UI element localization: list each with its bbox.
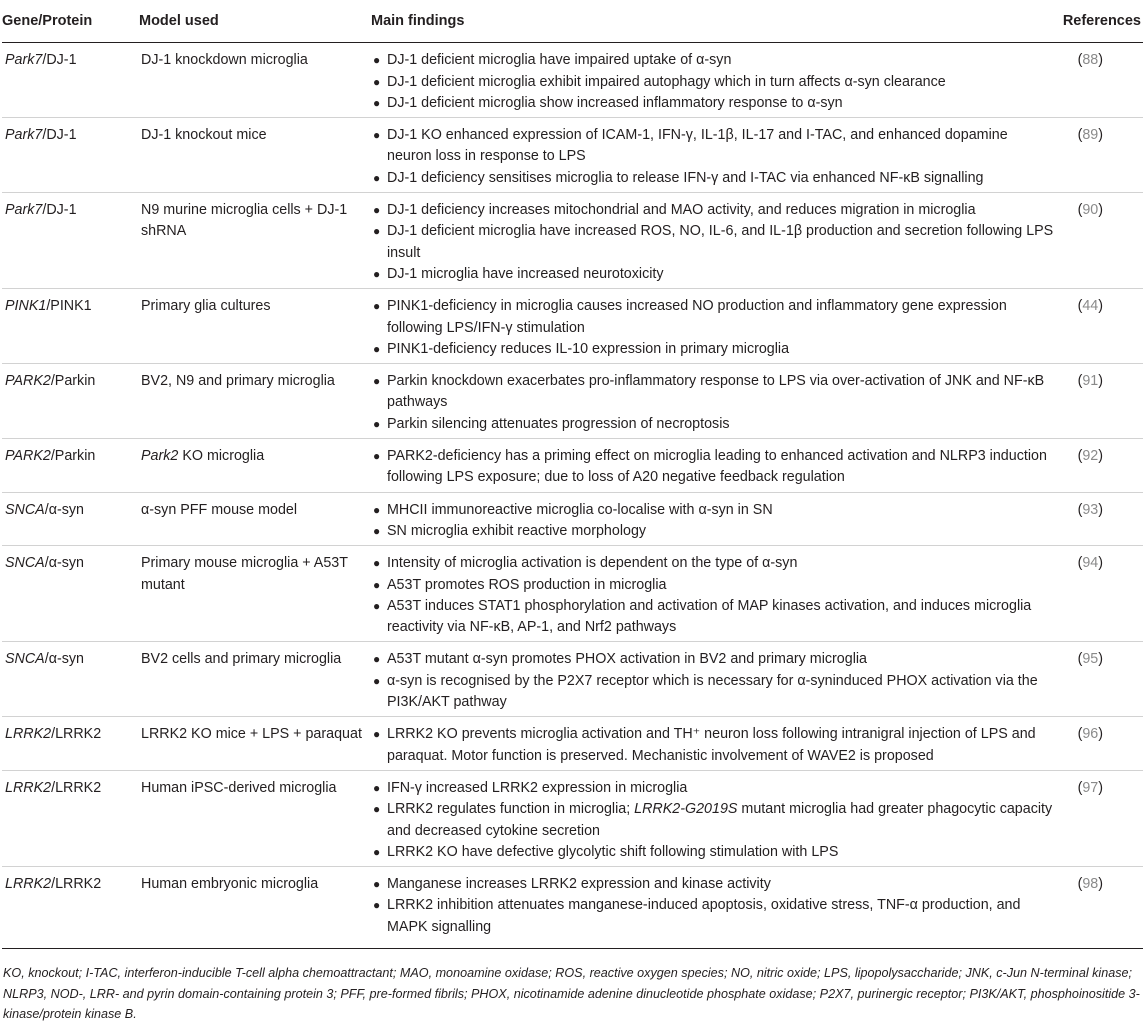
findings-cell [371, 770, 1056, 866]
gene-symbol: Park7 [5, 52, 43, 69]
model-cell [139, 439, 371, 493]
reference-link[interactable]: 95 [1082, 651, 1099, 668]
findings-list [371, 50, 1056, 114]
ref-close-paren: ) [1098, 501, 1103, 518]
finding-item [371, 778, 1056, 799]
findings-list [371, 500, 1056, 543]
model-cell [139, 546, 371, 642]
reference-cell [1056, 546, 1143, 642]
model-cell [139, 867, 371, 949]
gene-symbol: PARK2 [5, 448, 51, 465]
finding-text: SN microglia exhibit reactive morphology [387, 522, 647, 539]
finding-item [371, 596, 1056, 639]
table-row [2, 546, 1143, 642]
bullet-icon: ● [373, 844, 381, 859]
findings-list [371, 778, 1056, 863]
findings-cell [371, 642, 1056, 717]
model-text: Primary glia cultures [141, 298, 271, 315]
header-findings: Main findings [371, 0, 1056, 43]
bullet-icon: ● [373, 299, 381, 314]
finding-item [371, 221, 1056, 264]
findings-table [2, 0, 1143, 949]
ref-open-paren: ( [1077, 876, 1083, 893]
gene-symbol: Park7 [5, 202, 43, 219]
ref-close-paren: ) [1098, 779, 1103, 796]
bullet-icon: ● [373, 170, 381, 185]
header-gene: Gene/Protein [2, 0, 139, 43]
bullet-icon: ● [373, 802, 381, 817]
model-gene-symbol: Park2 [141, 448, 179, 465]
findings-cell [371, 118, 1056, 193]
findings-cell [371, 717, 1056, 771]
finding-text: DJ-1 deficient microglia show increased inflammatory response to α-syn [387, 94, 843, 111]
findings-cell [371, 193, 1056, 289]
ref-open-paren: ( [1077, 127, 1083, 144]
model-text: N9 murine microglia cells + DJ-1 shRNA [141, 202, 348, 240]
finding-item [371, 575, 1056, 596]
finding-text: DJ-1 deficient microglia have increased ROS, NO, IL-6, and IL-1β production and secretion following LPS insult [387, 223, 1054, 261]
ref-close-paren: ) [1098, 52, 1103, 69]
ref-close-paren: ) [1098, 555, 1103, 572]
finding-text: Parkin silencing attenuates progression of necroptosis [387, 415, 730, 432]
finding-item [371, 799, 1056, 842]
table-row [2, 43, 1143, 118]
finding-text: LRRK2 inhibition attenuates manganese-induced apoptosis, oxidative stress, TNF-α production, and MAPK signalling [387, 897, 1021, 935]
model-cell [139, 118, 371, 193]
ref-open-paren: ( [1077, 501, 1083, 518]
findings-cell [371, 492, 1056, 546]
finding-text: Parkin knockdown exacerbates pro-inflammatory response to LPS via over-activation of JNK and NF-κB pathways [387, 373, 1045, 411]
finding-text: DJ-1 KO enhanced expression of ICAM-1, IFN-γ, IL-1β, IL-17 and I-TAC, and enhanced dopamine neuron loss in response to LPS [387, 127, 1008, 165]
finding-text: LRRK2 regulates function in microglia; LRRK2-G2019S mutant microglia had greater phagocytic capacity and decreased cytokine secretion [387, 801, 1053, 839]
protein-name: /Parkin [50, 448, 96, 465]
reference-link[interactable]: 97 [1082, 779, 1099, 796]
gene-symbol: SNCA [5, 555, 45, 572]
reference-link[interactable]: 98 [1082, 876, 1099, 893]
protein-name: /LRRK2 [51, 779, 102, 796]
reference-link[interactable]: 90 [1082, 202, 1099, 219]
reference-link[interactable]: 89 [1082, 127, 1099, 144]
bullet-icon: ● [373, 877, 381, 892]
model-text: DJ-1 knockdown microglia [141, 52, 308, 69]
ref-close-paren: ) [1098, 448, 1103, 465]
model-cell [139, 492, 371, 546]
gene-symbol: SNCA [5, 651, 45, 668]
finding-item [371, 371, 1056, 414]
reference-cell [1056, 439, 1143, 493]
bullet-icon: ● [373, 523, 381, 538]
reference-link[interactable]: 88 [1082, 52, 1099, 69]
reference-cell [1056, 118, 1143, 193]
finding-item [371, 446, 1056, 489]
finding-text: Manganese increases LRRK2 expression and kinase activity [387, 876, 771, 893]
gene-cell [2, 492, 139, 546]
gene-cell [2, 439, 139, 493]
reference-cell [1056, 492, 1143, 546]
table-row [2, 717, 1143, 771]
finding-text: PINK1-deficiency reduces IL-10 expression in primary microglia [387, 340, 790, 357]
protein-name: /DJ-1 [42, 202, 77, 219]
reference-link[interactable]: 94 [1082, 555, 1099, 572]
findings-cell [371, 546, 1056, 642]
finding-item [371, 296, 1056, 339]
findings-list [371, 371, 1056, 435]
protein-name: /LRRK2 [51, 876, 102, 893]
finding-item [371, 168, 1056, 189]
finding-text: MHCII immunoreactive microglia co-localise with α-syn in SN [387, 501, 773, 518]
header-references: References [1056, 0, 1143, 43]
ref-open-paren: ( [1077, 555, 1083, 572]
reference-cell [1056, 364, 1143, 439]
bullet-icon: ● [373, 341, 381, 356]
reference-cell [1056, 289, 1143, 364]
findings-list [371, 724, 1056, 767]
finding-text: A53T induces STAT1 phosphorylation and activation of MAP kinases activation, and induces microglia reactivity via NF-κB, AP-1, and Nrf2 pathways [387, 597, 1032, 636]
finding-item [371, 874, 1056, 895]
model-cell [139, 770, 371, 866]
table-body [2, 43, 1143, 949]
bullet-icon: ● [373, 449, 381, 464]
model-text: BV2, N9 and primary microglia [141, 373, 335, 390]
table-row [2, 439, 1143, 493]
protein-name: /α-syn [44, 555, 84, 572]
bullet-icon: ● [373, 416, 381, 431]
gene-cell [2, 118, 139, 193]
model-text: KO microglia [178, 448, 265, 465]
protein-name: /α-syn [44, 501, 84, 518]
finding-item [371, 724, 1056, 767]
bullet-icon: ● [373, 898, 381, 913]
model-text: BV2 cells and primary microglia [141, 651, 342, 668]
ref-open-paren: ( [1077, 373, 1083, 390]
gene-symbol: Park7 [5, 127, 43, 144]
model-text: Human iPSC-derived microglia [141, 779, 337, 796]
reference-cell [1056, 43, 1143, 118]
table-row [2, 118, 1143, 193]
bullet-icon: ● [373, 652, 381, 667]
finding-item [371, 671, 1056, 714]
bullet-icon: ● [373, 577, 381, 592]
protein-name: /LRRK2 [51, 726, 102, 743]
finding-text: LRRK2 KO prevents microglia activation and TH⁺ neuron loss following intranigral injection of LPS and paraquat. Motor function is preserved. Mechanistic involvement of WAVE2 is proposed [387, 726, 1036, 764]
findings-list [371, 553, 1056, 638]
table-row [2, 289, 1143, 364]
protein-name: /Parkin [50, 373, 96, 390]
reference-link[interactable]: 91 [1082, 373, 1099, 390]
reference-cell [1056, 642, 1143, 717]
bullet-icon: ● [373, 266, 381, 281]
findings-cell [371, 289, 1056, 364]
gene-cell [2, 364, 139, 439]
finding-item [371, 264, 1056, 285]
finding-item [371, 500, 1056, 521]
reference-cell [1056, 717, 1143, 771]
finding-item [371, 339, 1056, 360]
model-cell [139, 193, 371, 289]
table-row [2, 770, 1143, 866]
table-row [2, 492, 1143, 546]
findings-list [371, 200, 1056, 285]
gene-cell [2, 43, 139, 118]
ref-close-paren: ) [1098, 726, 1103, 743]
protein-name: /DJ-1 [42, 52, 77, 69]
findings-list [371, 649, 1056, 713]
model-cell [139, 289, 371, 364]
gene-symbol: PINK1 [5, 298, 47, 315]
reference-link[interactable]: 44 [1082, 298, 1099, 315]
finding-text: DJ-1 deficient microglia have impaired uptake of α-syn [387, 52, 732, 69]
ref-open-paren: ( [1077, 298, 1083, 315]
findings-cell [371, 43, 1056, 118]
protein-name: /PINK1 [46, 298, 92, 315]
bullet-icon: ● [373, 74, 381, 89]
table-footnote: KO, knockout; I-TAC, interferon-inducible T-cell alpha chemoattractant; MAO, monoamine oxidase; ROS, reactive oxygen species; NO, nitric oxide; LPS, lipopolysaccharide; JNK, c-Jun N-terminal kinase; NLRP3, NOD-, LRR- and pyrin domain-containing protein 3; PFF, pre-formed fibrils; PHOX, nicotinamide adenine dinucleotide phosphate oxidase; P2X7, purinergic receptor; PI3K/AKT, phosphoinositide 3-kinase/protein kinase B. [3, 966, 1140, 1022]
reference-link[interactable]: 96 [1082, 726, 1099, 743]
finding-item [371, 50, 1056, 71]
finding-item [371, 649, 1056, 670]
finding-item [371, 72, 1056, 93]
model-text: α-syn PFF mouse model [141, 501, 298, 518]
protein-name: /DJ-1 [42, 127, 77, 144]
ref-close-paren: ) [1098, 651, 1103, 668]
model-cell [139, 642, 371, 717]
reference-cell [1056, 193, 1143, 289]
bullet-icon: ● [373, 727, 381, 742]
protein-name: /α-syn [44, 651, 84, 668]
findings-list [371, 296, 1056, 360]
finding-text: DJ-1 deficiency sensitises microglia to release IFN-γ and I-TAC via enhanced NF-κB signalling [387, 169, 984, 186]
finding-item [371, 414, 1056, 435]
table-header-row [2, 0, 1143, 43]
bullet-icon: ● [373, 374, 381, 389]
findings-list [371, 446, 1056, 489]
model-cell [139, 43, 371, 118]
bullet-icon: ● [373, 556, 381, 571]
finding-item [371, 125, 1056, 168]
ref-open-paren: ( [1077, 726, 1083, 743]
ref-open-paren: ( [1077, 202, 1083, 219]
bullet-icon: ● [373, 502, 381, 517]
table-row [2, 867, 1143, 949]
finding-text: A53T mutant α-syn promotes PHOX activation in BV2 and primary microglia [387, 651, 867, 668]
table-row [2, 364, 1143, 439]
gene-cell [2, 193, 139, 289]
bullet-icon: ● [373, 673, 381, 688]
gene-cell [2, 289, 139, 364]
ref-open-paren: ( [1077, 52, 1083, 69]
header-model: Model used [139, 0, 371, 43]
ref-close-paren: ) [1098, 876, 1103, 893]
bullet-icon: ● [373, 780, 381, 795]
bullet-icon: ● [373, 598, 381, 613]
ref-close-paren: ) [1098, 127, 1103, 144]
findings-list [371, 125, 1056, 189]
ref-open-paren: ( [1077, 779, 1083, 796]
reference-link[interactable]: 93 [1082, 501, 1099, 518]
finding-text: Intensity of microglia activation is dependent on the type of α-syn [387, 555, 798, 572]
bullet-icon: ● [373, 203, 381, 218]
finding-text: DJ-1 deficient microglia exhibit impaired autophagy which in turn affects α-syn clearance [387, 73, 946, 90]
model-cell [139, 364, 371, 439]
finding-item [371, 895, 1056, 938]
table-row [2, 193, 1143, 289]
gene-cell [2, 717, 139, 771]
findings-list [371, 874, 1056, 938]
findings-cell [371, 867, 1056, 949]
finding-item [371, 553, 1056, 574]
model-cell [139, 717, 371, 771]
gene-cell [2, 770, 139, 866]
findings-cell [371, 364, 1056, 439]
finding-item [371, 842, 1056, 863]
finding-text: DJ-1 microglia have increased neurotoxicity [387, 265, 664, 282]
bullet-icon: ● [373, 95, 381, 110]
findings-cell [371, 439, 1056, 493]
model-text: LRRK2 KO mice + LPS + paraquat [141, 726, 362, 743]
model-text: DJ-1 knockout mice [141, 127, 267, 144]
reference-link[interactable]: 92 [1082, 448, 1099, 465]
finding-text: LRRK2 KO have defective glycolytic shift following stimulation with LPS [387, 843, 839, 860]
gene-cell [2, 642, 139, 717]
ref-open-paren: ( [1077, 651, 1083, 668]
gene-cell [2, 867, 139, 949]
finding-text: PARK2-deficiency has a priming effect on microglia leading to enhanced activation and NLRP3 induction following LPS exposure; due to loss of A20 negative feedback regulation [387, 448, 1047, 486]
ref-close-paren: ) [1098, 202, 1103, 219]
finding-item [371, 521, 1056, 542]
gene-symbol: PARK2 [5, 373, 51, 390]
finding-text: PINK1-deficiency in microglia causes increased NO production and inflammatory gene expression following LPS/IFN-γ stimulation [387, 298, 1007, 336]
gene-symbol: LRRK2 [5, 726, 52, 743]
ref-close-paren: ) [1098, 298, 1103, 315]
gene-cell [2, 546, 139, 642]
reference-cell [1056, 770, 1143, 866]
model-text: Primary mouse microglia + A53T mutant [141, 555, 348, 593]
finding-text: A53T promotes ROS production in microglia [387, 576, 667, 593]
finding-text: IFN-γ increased LRRK2 expression in microglia [387, 779, 688, 796]
model-text: Human embryonic microglia [141, 876, 319, 893]
bullet-icon: ● [373, 128, 381, 143]
bullet-icon: ● [373, 224, 381, 239]
finding-item [371, 200, 1056, 221]
bullet-icon: ● [373, 53, 381, 68]
gene-symbol: SNCA [5, 501, 45, 518]
finding-text: DJ-1 deficiency increases mitochondrial and MAO activity, and reduces migration in microglia [387, 202, 976, 219]
reference-cell [1056, 867, 1143, 949]
table-row [2, 642, 1143, 717]
gene-symbol: LRRK2 [5, 779, 52, 796]
finding-item [371, 93, 1056, 114]
gene-symbol: LRRK2 [5, 876, 52, 893]
finding-text: α-syn is recognised by the P2X7 receptor which is necessary for α-syninduced PHOX activation via the PI3K/AKT pathway [387, 672, 1038, 711]
ref-close-paren: ) [1098, 373, 1103, 390]
ref-open-paren: ( [1077, 448, 1083, 465]
